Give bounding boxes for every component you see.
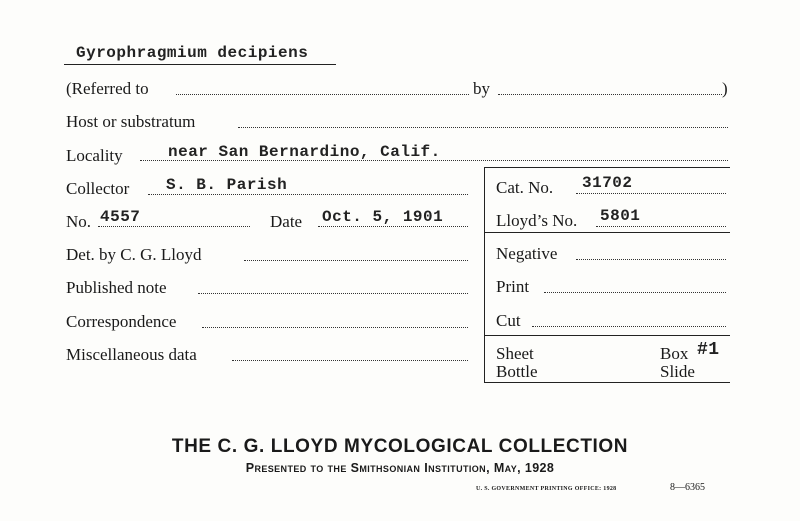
right-box-top — [484, 167, 730, 168]
collection-title: THE C. G. LLOYD MYCOLOGICAL COLLECTION — [171, 436, 629, 457]
locality-value: near San Bernardino, Calif. — [168, 143, 441, 161]
collection-subtitle: Presented to the Smithsonian Institution, May, 1928 — [245, 461, 555, 475]
print-label: Print — [496, 277, 530, 296]
locality-label: Locality — [66, 146, 123, 165]
close-paren: ) — [722, 79, 728, 98]
right-box-left — [484, 167, 485, 382]
collector-line[interactable] — [148, 194, 468, 195]
cat-no-line[interactable] — [576, 193, 726, 194]
sheet-label: Sheet — [496, 344, 534, 363]
species-name: Gyrophragmium decipiens — [76, 44, 309, 62]
no-value: 4557 — [100, 208, 141, 226]
form-number: 8—6365 — [670, 482, 705, 493]
host-line[interactable] — [238, 127, 728, 128]
cut-label: Cut — [496, 311, 521, 330]
box-value: #1 — [697, 340, 720, 360]
referred-to-line[interactable] — [176, 94, 469, 95]
misc-label: Miscellaneous data — [66, 345, 197, 364]
negative-line[interactable] — [576, 259, 726, 260]
print-line[interactable] — [544, 292, 726, 293]
det-by-label: Det. by C. G. Lloyd — [66, 245, 202, 264]
right-box-divider-1 — [484, 232, 730, 233]
cat-no-value: 31702 — [582, 174, 633, 192]
collector-label: Collector — [66, 179, 130, 198]
published-note-line[interactable] — [198, 293, 468, 294]
box-label: Box — [660, 344, 689, 363]
by-line[interactable] — [498, 94, 722, 95]
misc-line[interactable] — [232, 360, 468, 361]
correspondence-label: Correspondence — [66, 312, 177, 331]
collector-value: S. B. Parish — [166, 176, 288, 194]
slide-label: Slide — [660, 362, 695, 381]
species-underline — [64, 64, 336, 65]
published-note-label: Published note — [66, 278, 167, 297]
date-label: Date — [270, 212, 303, 231]
host-label: Host or substratum — [66, 112, 196, 131]
locality-line[interactable] — [140, 160, 728, 161]
right-box-bottom — [484, 382, 730, 383]
by-label: by — [473, 79, 490, 98]
lloyds-no-value: 5801 — [600, 207, 641, 225]
det-by-line[interactable] — [244, 260, 468, 261]
date-value: Oct. 5, 1901 — [322, 208, 444, 226]
cut-line[interactable] — [532, 326, 726, 327]
no-line[interactable] — [98, 226, 250, 227]
correspondence-line[interactable] — [202, 327, 468, 328]
no-label: No. — [66, 212, 92, 231]
referred-to-label: (Referred to — [66, 79, 149, 98]
bottle-label: Bottle — [496, 362, 538, 381]
date-line[interactable] — [318, 226, 468, 227]
negative-label: Negative — [496, 244, 558, 263]
lloyds-no-line[interactable] — [596, 226, 726, 227]
lloyds-no-label: Lloyd’s No. — [496, 211, 578, 230]
printing-office-note: U. S. GOVERNMENT PRINTING OFFICE: 1928 — [476, 486, 617, 492]
right-box-divider-2 — [484, 335, 730, 336]
cat-no-label: Cat. No. — [496, 178, 554, 197]
